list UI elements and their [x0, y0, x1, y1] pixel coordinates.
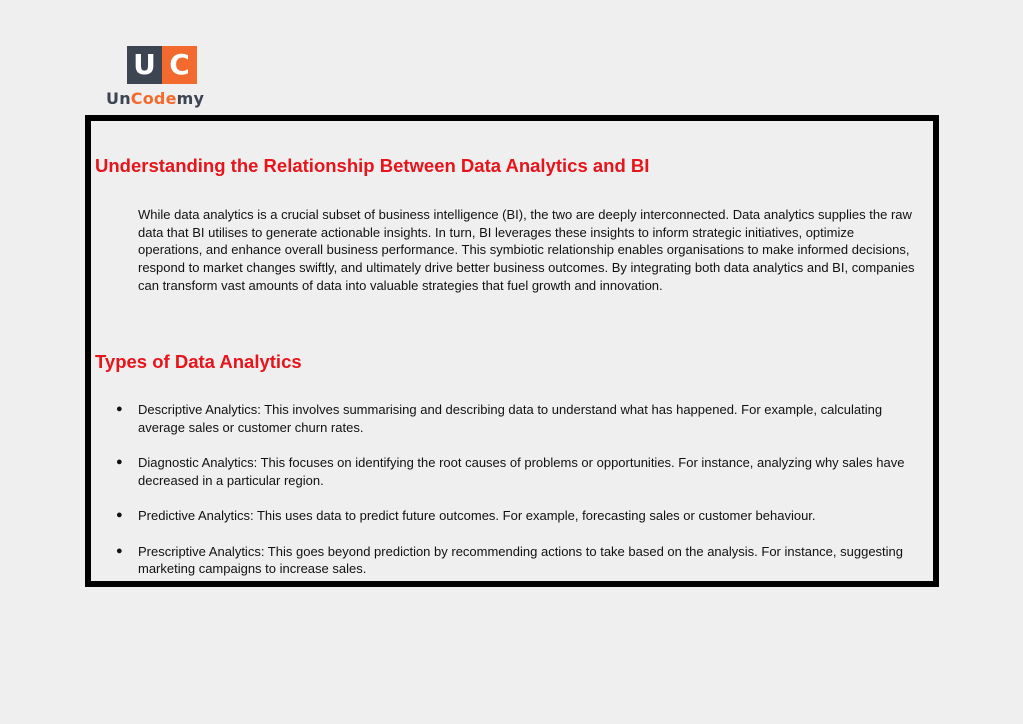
section-title-types: Types of Data Analytics [95, 351, 302, 372]
section-paragraph-relationship: While data analytics is a crucial subset of business intelligence (BI), the two are deeply interconnected. Data analytics supplies the raw data that BI utilises to generate actionable insights. In turn, BI leverages these insights to inform strategic initiatives, optimize operations, and enhance overall business performance. This symbiotic relationship enables organisations to make informed decisions, respond to market changes swiftly, and ultimately drive better business outcomes. By integrating both data analytics and BI, companies can transform vast amounts of data into valuable strategies that fuel growth and innovation. [138, 207, 915, 293]
logo-wordmark [106, 89, 204, 108]
logo-word-part-2: Code [130, 89, 177, 108]
list-item [116, 401, 930, 436]
uncodemy-logo [106, 46, 218, 110]
section-title-relationship: Understanding the Relationship Between Data Analytics and BI [95, 155, 650, 176]
list-item-text: Descriptive Analytics: This involves summarising and describing data to understand what has happened. For example, calculating average sales or customer churn rates. [138, 402, 883, 435]
bullet-icon: ● [116, 509, 123, 522]
list-item [116, 543, 930, 578]
logo-badge [127, 46, 197, 84]
list-item [116, 507, 930, 525]
list-item-text: Prescriptive Analytics: This goes beyond prediction by recommending actions to take based on the analysis. For instance, suggesting marketing campaigns to increase sales. [138, 543, 904, 577]
list-item-text: Predictive Analytics: This uses data to predict future outcomes. For example, forecasting sales or customer behaviour. [138, 508, 816, 524]
logo-word-part-1: Un [106, 89, 131, 108]
content-frame [85, 115, 939, 587]
logo-badge-u: U [127, 46, 162, 84]
analytics-types-list [116, 401, 930, 596]
list-item [116, 454, 930, 489]
bullet-icon: ● [116, 403, 123, 415]
logo-badge-c: C [162, 46, 197, 84]
bullet-icon: ● [116, 544, 123, 557]
list-item-text: Diagnostic Analytics: This focuses on identifying the root causes of problems or opportunities. For instance, analyzing why sales have decreased in a particular region. [138, 455, 905, 488]
bullet-icon: ● [116, 456, 123, 469]
logo-word-part-3: my [176, 89, 205, 108]
